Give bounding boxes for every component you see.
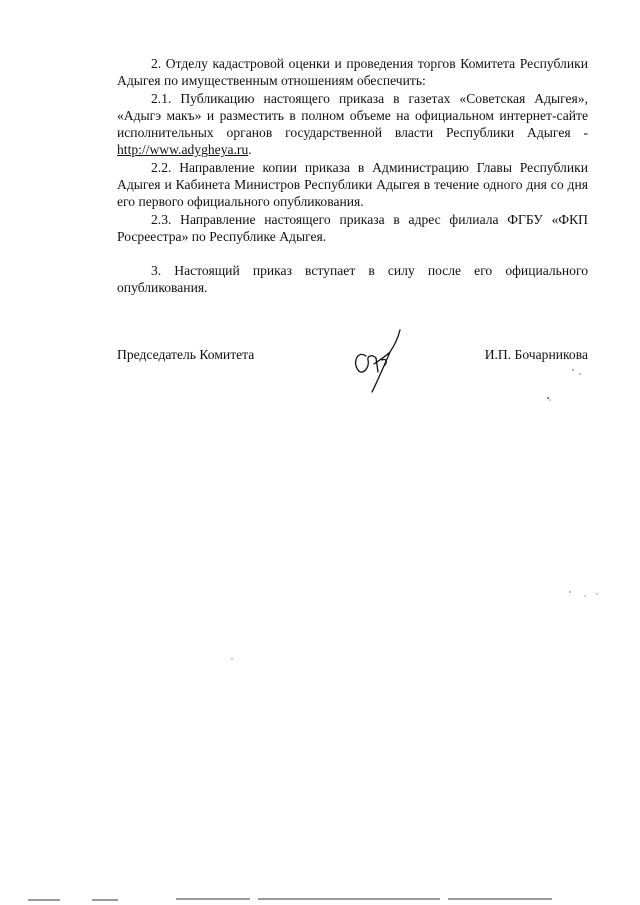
- paragraph-2: 2. Отделу кадастровой оценки и проведения торгов Комитета Республики Адыгея по имущественным отношениям обеспечить:: [117, 56, 588, 89]
- paragraph-2-2: 2.2. Направление копии приказа в Администрацию Главы Республики Адыгея и Кабинета Министров Республики Адыгея в течение одного дня со дня его первого официального опубликования.: [117, 159, 588, 210]
- body-text-section-2: [117, 55, 588, 245]
- paragraph-2-1-text: 2.1. Публикацию настоящего приказа в газетах «Советская Адыгея», «Адыгэ макъ» и разместить в полном объеме на официальном интернет-сайте исполнительных органов государственной власти Республики Адыгея -: [117, 90, 588, 141]
- paragraph-2-1-end: .: [248, 142, 252, 158]
- body-text-section-3: [117, 262, 588, 297]
- paragraph-2-3: 2.3. Направление настоящего приказа в адрес филиала ФГБУ «ФКП Росреестра» по Республике Адыгея.: [117, 211, 588, 244]
- handwritten-signature: [338, 326, 408, 394]
- signatory-title: Председатель Комитета: [117, 347, 255, 362]
- website-link[interactable]: http://www.adygheya.ru: [117, 142, 249, 158]
- signatory-name: И.П. Бочарникова: [484, 347, 588, 362]
- paragraph-2-1: [117, 90, 588, 159]
- paragraph-3: 3. Настоящий приказ вступает в силу после его официального опубликования.: [117, 263, 588, 296]
